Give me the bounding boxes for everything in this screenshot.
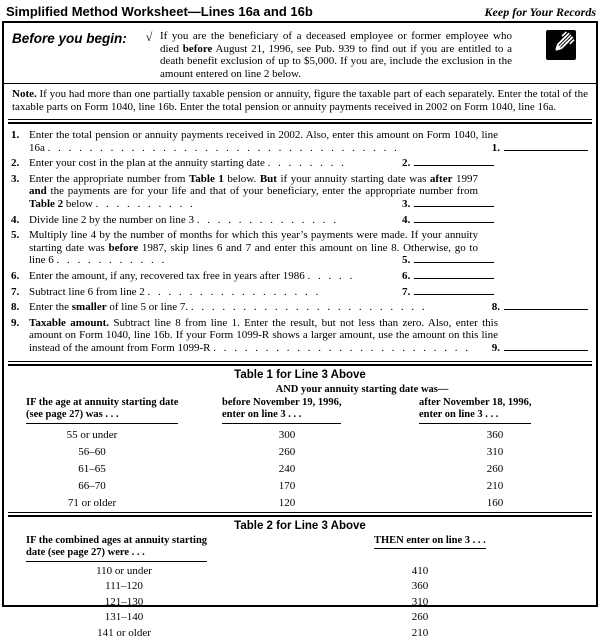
row-label: 141 or older [4, 626, 244, 641]
table1-col3-header [419, 397, 531, 424]
text-segment: smaller [72, 301, 107, 313]
header-line: enter on line 3 . . . [419, 409, 531, 422]
worksheet-line-3 [10, 173, 590, 211]
table1-col2-header [222, 397, 341, 424]
row-label: 121–130 [4, 595, 244, 611]
before-you-begin-text [160, 30, 512, 80]
text-segment: below [63, 198, 95, 210]
row-label: 71 or older [4, 495, 180, 512]
worksheet-box [2, 21, 598, 607]
worksheet-line-7 [10, 286, 590, 299]
answer-blank-line [414, 274, 494, 279]
text-segment: If you had more than one partially taxable pension or annuity, figure the taxable part of each separately. Enter the total of the taxable parts on Form 1040, line 16b. Enter the total pension or annuity payments received in 2002 on Form 1040, line 16a. [12, 88, 588, 113]
table2-header-row [4, 534, 596, 562]
answer-number: 8. [492, 301, 500, 313]
text-segment: and [29, 185, 47, 197]
text-segment: Taxable amount. [29, 317, 109, 329]
text-segment: 1997 [452, 173, 478, 185]
answer-number: 5. [402, 254, 410, 266]
table-row [4, 610, 596, 626]
pencil-icon [546, 30, 576, 60]
text-segment: Enter your cost in the plan at the annuity starting date [29, 157, 268, 169]
text-segment: Enter the amount, if any, recovered tax free in years after 1986 [29, 270, 307, 282]
worksheet-line-8 [10, 301, 590, 314]
text-segment: Enter the [29, 301, 72, 313]
table1-span-header: AND your annuity starting date was— [162, 383, 562, 396]
title-bar [0, 0, 600, 21]
table-row [4, 461, 596, 478]
table-row [4, 595, 596, 611]
header-line: before November 19, 1996, [222, 397, 341, 410]
row-value: 260 [180, 444, 394, 461]
row-value: 120 [180, 495, 394, 512]
row-value: 410 [244, 564, 596, 580]
table2-title: Table 2 for Line 3 Above [4, 517, 596, 534]
table2-section [4, 517, 596, 641]
note-paragraph [4, 84, 596, 119]
table-row [4, 564, 596, 580]
worksheet-line-4 [10, 214, 590, 227]
line-text [29, 129, 498, 154]
before-you-begin-section [4, 23, 596, 83]
row-value: 260 [244, 610, 596, 626]
text-segment: Enter the total pension or annuity payments received in 2002. Also, enter this amount on Form 1040, line 16a [29, 129, 498, 154]
table1-section [4, 366, 596, 512]
worksheet-line-6 [10, 270, 590, 283]
header-line: date (see page 27) were . . . [26, 547, 207, 560]
dot-leader: . . . . . . . . . . . . . . . . . . . . . . . . . [213, 342, 468, 354]
text-segment: August 21, 1996, see Pub. 939 to find out if you are entitled to a death benefit exclusion of up to $5,000. If you are, include the exclusion in the amount entered on line 2 below. [160, 43, 512, 80]
row-value: 160 [394, 495, 596, 512]
worksheet-line-5 [10, 229, 590, 267]
dot-leader: . . . . . . . . . . [96, 198, 193, 210]
text-segment: Subtract line 6 from line 2 [29, 286, 148, 298]
records-note: Keep for Your Records [485, 6, 596, 19]
header-line: enter on line 3 . . . [222, 409, 341, 422]
worksheet-line-1 [10, 129, 590, 154]
answer-number: 2. [402, 157, 410, 169]
dot-leader: . . . . . [307, 270, 352, 282]
answer-number: 6. [402, 270, 410, 282]
line-number: 5. [11, 229, 19, 242]
text-segment: before [109, 242, 139, 254]
worksheet-line-2 [10, 157, 590, 170]
text-segment: Multiply line 4 by the number of months for which this year’s payments were made. If your annuity starting date was [29, 229, 478, 254]
answer-number: 1. [492, 142, 500, 154]
row-value: 310 [394, 444, 596, 461]
worksheet-lines [4, 124, 596, 361]
before-you-begin-label: Before you begin: [12, 30, 138, 80]
text-segment: 1987, skip lines 6 and 7 and enter this amount on line 8. Otherwise, go to line 6 [29, 242, 478, 267]
line-number: 7. [11, 286, 19, 299]
text-segment: after [430, 173, 453, 185]
line-text [29, 301, 498, 314]
answer-field-5 [402, 254, 494, 267]
answer-field-7 [402, 286, 494, 299]
line-number: 9. [11, 317, 19, 330]
answer-blank-line [504, 346, 588, 351]
answer-number: 7. [402, 286, 410, 298]
text-segment: Enter the appropriate number from [29, 173, 189, 185]
table1-title: Table 1 for Line 3 Above [4, 366, 596, 383]
table2-rows [4, 562, 596, 641]
text-segment: of line 5 or line 7. [107, 301, 191, 313]
answer-blank-line [414, 258, 494, 263]
dot-leader: . . . . . . . . . . . . . . . . . . . . . . . [191, 301, 425, 313]
table1-header-row [4, 396, 596, 424]
table-row [4, 626, 596, 641]
answer-blank-line [504, 146, 588, 151]
header-line: after November 18, 1996, [419, 397, 531, 410]
row-value: 310 [244, 595, 596, 611]
answer-field-4 [402, 214, 494, 227]
row-value: 240 [180, 461, 394, 478]
dot-leader: . . . . . . . . . . . . . . [197, 214, 336, 226]
table-row [4, 495, 596, 512]
row-label: 110 or under [4, 564, 244, 580]
answer-number: 4. [402, 214, 410, 226]
row-label: 131–140 [4, 610, 244, 626]
row-label: 55 or under [4, 427, 180, 444]
header-line: THEN enter on line 3 . . . [374, 535, 486, 548]
text-segment: if your annuity starting date was [277, 173, 430, 185]
text-segment: Divide line 2 by the number on line 3 [29, 214, 197, 226]
table1-rows [4, 424, 596, 512]
line-number: 8. [11, 301, 19, 314]
text-segment: Table 1 [189, 173, 224, 185]
answer-field-6 [402, 270, 494, 283]
text-segment: the payments are for your life and that of your beneficiary, enter the appropriate number from [47, 185, 478, 197]
row-value: 360 [244, 579, 596, 595]
dot-leader: . . . . . . . . . . . . . . . . . [148, 286, 319, 298]
header-line: IF the combined ages at annuity starting [26, 535, 207, 548]
worksheet-line-9 [10, 317, 590, 355]
text-segment: If you are the beneficiary of a deceased employee or former employee who died [160, 30, 512, 55]
line-number: 1. [11, 129, 19, 142]
row-label: 61–65 [4, 461, 180, 478]
answer-field-1 [492, 142, 588, 155]
row-value: 210 [244, 626, 596, 641]
answer-blank-line [414, 161, 494, 166]
table-row [4, 427, 596, 444]
answer-field-3 [402, 198, 494, 211]
answer-blank-line [504, 305, 588, 310]
line-number: 2. [11, 157, 19, 170]
text-segment: But [260, 173, 277, 185]
table-row [4, 579, 596, 595]
text-segment: Note. [12, 88, 37, 100]
answer-field-2 [402, 157, 494, 170]
answer-blank-line [414, 218, 494, 223]
page-title: Simplified Method Worksheet—Lines 16a and 16b [6, 5, 313, 19]
text-segment: before [183, 43, 213, 55]
text-segment: below. [224, 173, 260, 185]
header-line: (see page 27) was . . . [26, 409, 178, 422]
row-label: 56–60 [4, 444, 180, 461]
text-segment: Subtract line 8 from line 1. Enter the result, but not less than zero. Also, enter this amount on Form 1040, line 16b. If your Form 1099-R shows a larger amount, use the amount on this line instead of the amount from Form 1099-R [29, 317, 498, 354]
row-value: 360 [394, 427, 596, 444]
answer-blank-line [414, 290, 494, 295]
table-row [4, 444, 596, 461]
dot-leader: . . . . . . . . . . . [57, 254, 165, 266]
answer-field-9 [492, 342, 588, 355]
row-label: 111–120 [4, 579, 244, 595]
dot-leader: . . . . . . . . . . . . . . . . . . . . . . . . . . . . . . . . . . [48, 142, 397, 154]
row-value: 170 [180, 478, 394, 495]
answer-field-8 [492, 301, 588, 314]
checkmark-icon: √ [138, 30, 160, 80]
dot-leader: . . . . . . . . [268, 157, 344, 169]
table1-col1-header [26, 397, 178, 424]
row-value: 300 [180, 427, 394, 444]
line-text [29, 317, 498, 355]
answer-number: 3. [402, 198, 410, 210]
line-number: 3. [11, 173, 19, 186]
row-value: 260 [394, 461, 596, 478]
table-row [4, 478, 596, 495]
answer-number: 9. [492, 342, 500, 354]
row-label: 66–70 [4, 478, 180, 495]
row-value: 210 [394, 478, 596, 495]
line-number: 6. [11, 270, 19, 283]
table2-col2-header [374, 535, 486, 550]
header-line: IF the age at annuity starting date [26, 397, 178, 410]
table2-col1-header [26, 535, 207, 562]
answer-blank-line [414, 202, 494, 207]
line-number: 4. [11, 214, 19, 227]
text-segment: Table 2 [29, 198, 63, 210]
